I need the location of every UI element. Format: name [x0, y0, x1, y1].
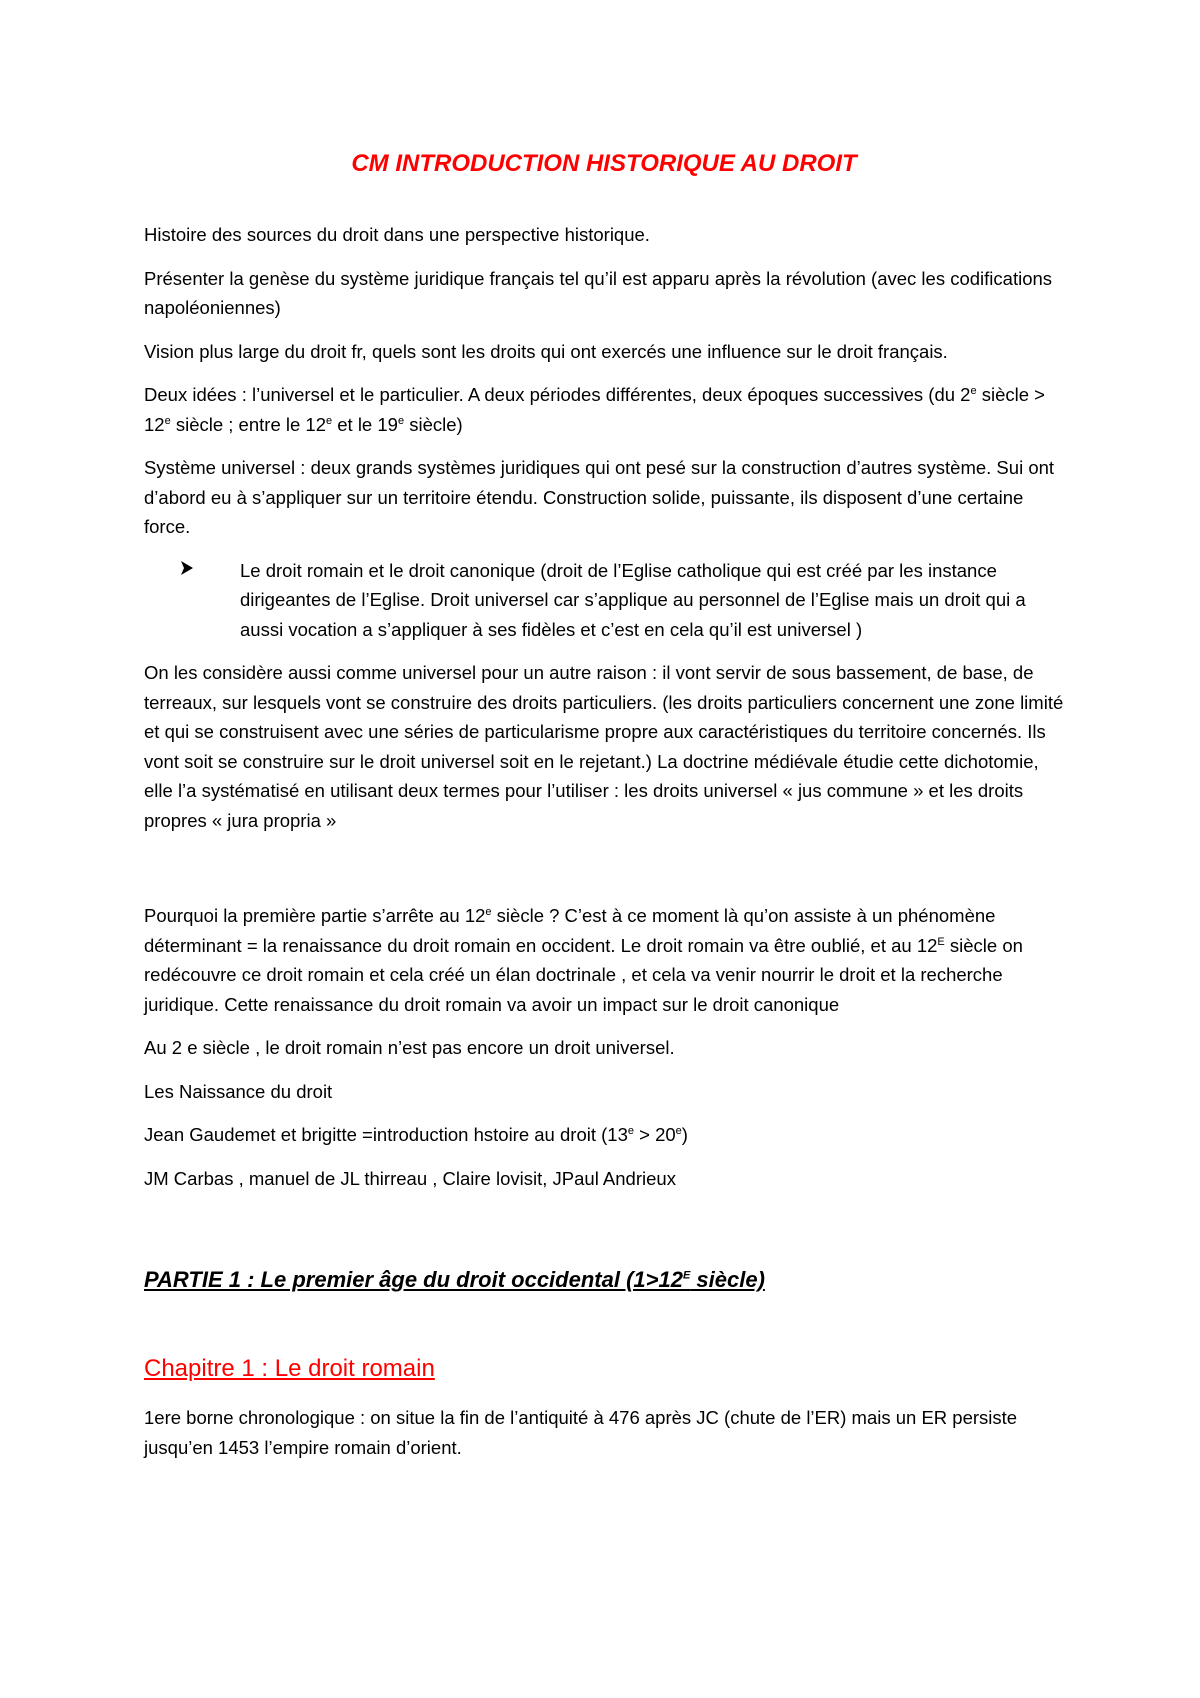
part-1-heading: PARTIE 1 : Le premier âge du droit occidental ($1>12^E$ siècle) — [144, 1267, 765, 1292]
paragraph-borne-chronologique: 1ere borne chronologique : on situe la fin de l’antiquité à 476 après JC (chute de l’ER) mais un ER persiste jusqu’en 1453 l’empire romain d’orient. — [144, 1407, 1018, 1458]
chapter-1-heading: Chapitre 1 : Le droit romain — [144, 1355, 435, 1382]
paragraph-2e-siecle: Au 2 e siècle , le droit romain n’est pas encore un droit universel. — [144, 1037, 675, 1058]
paragraph-references: JM Carbas , manuel de JL thirreau , Claire lovisit, JPaul Andrieux — [144, 1167, 676, 1189]
paragraph-genese: Présenter la genèse du système juridique français tel qu’il est apparu après la révolution (avec les codifications napoléoniennes) — [144, 267, 1053, 318]
paragraph-systeme-universel: Système universel : deux grands systèmes juridiques qui ont pesé sur la construction d’autres système. Sui ont d’abord eu à s’appliquer sur un territoire étendu. Construction solide, puissante, ils disposent d’une certaine force. — [144, 457, 1055, 537]
arrowhead-bullet-icon — [144, 556, 220, 645]
bullet-text: Le droit romain et le droit canonique (droit de l’Eglise catholique qui est créé par les instance dirigeantes de l’Eglise. Droit universel car s’applique au personnel de l’Eglise mais un droit qui a aussi vocation a s’appliquer à ses fidèles et c’est en cela qu’il est universel ) — [240, 559, 1026, 640]
document-title: CM INTRODUCTION HISTORIQUE AU DROIT — [351, 150, 857, 177]
paragraph-pourquoi: Pourquoi la première partie s’arrête au 12e siècle ? C’est à ce moment là qu’on assiste à un phénomène déterminant = la renaissance du droit romain en occident. Le droit romain va être oublié, et au $12^E$ siècle on redécouvre ce droit romain et cela créé un élan doctrinale , et cela va venir nourrir le droit et la recherche juridique. Cette renaissance du droit romain va avoir un impact sur le droit canonique — [144, 905, 1023, 1015]
bullet-item — [144, 556, 1064, 645]
paragraph-naissance: Les Naissance du droit — [144, 1080, 333, 1102]
paragraph-gaudemet: Jean Gaudemet et brigitte =introduction hstoire au droit $(13^e > 20^e)$ — [144, 1124, 688, 1145]
paragraph-universel-raison: On les considère aussi comme universel pour un autre raison : il vont servir de sous bassement, de base, de terreaux, sur lesquels vont se construire des droits particuliers. (les droits particuliers concernent une zone limité et qui se construisent avec une séries de particularisme propre aux caractéristiques du territoire concernés. Ils vont soit se construire sur le droit universel soit en le rejetant.) La doctrine médiévale étudie cette dichotomie, elle l’a systématisé en utilisant deux termes pour l’utiliser : les droits universel « jus commune » et les droits propres « jura propria » — [144, 662, 1064, 831]
paragraph-deux-idees: Deux idées : l’universel et le particulier. A deux périodes différentes, deux époques successives (du 2e siècle > $12^e$ siècle ; entre le 12e et le 19e siècle) — [144, 384, 1045, 435]
paragraph-vision: Vision plus large du droit fr, quels sont les droits qui ont exercés une influence sur le droit français. — [144, 340, 948, 362]
paragraph-sources: Histoire des sources du droit dans une perspective historique. — [144, 224, 650, 245]
document-body — [144, 138, 1064, 1476]
